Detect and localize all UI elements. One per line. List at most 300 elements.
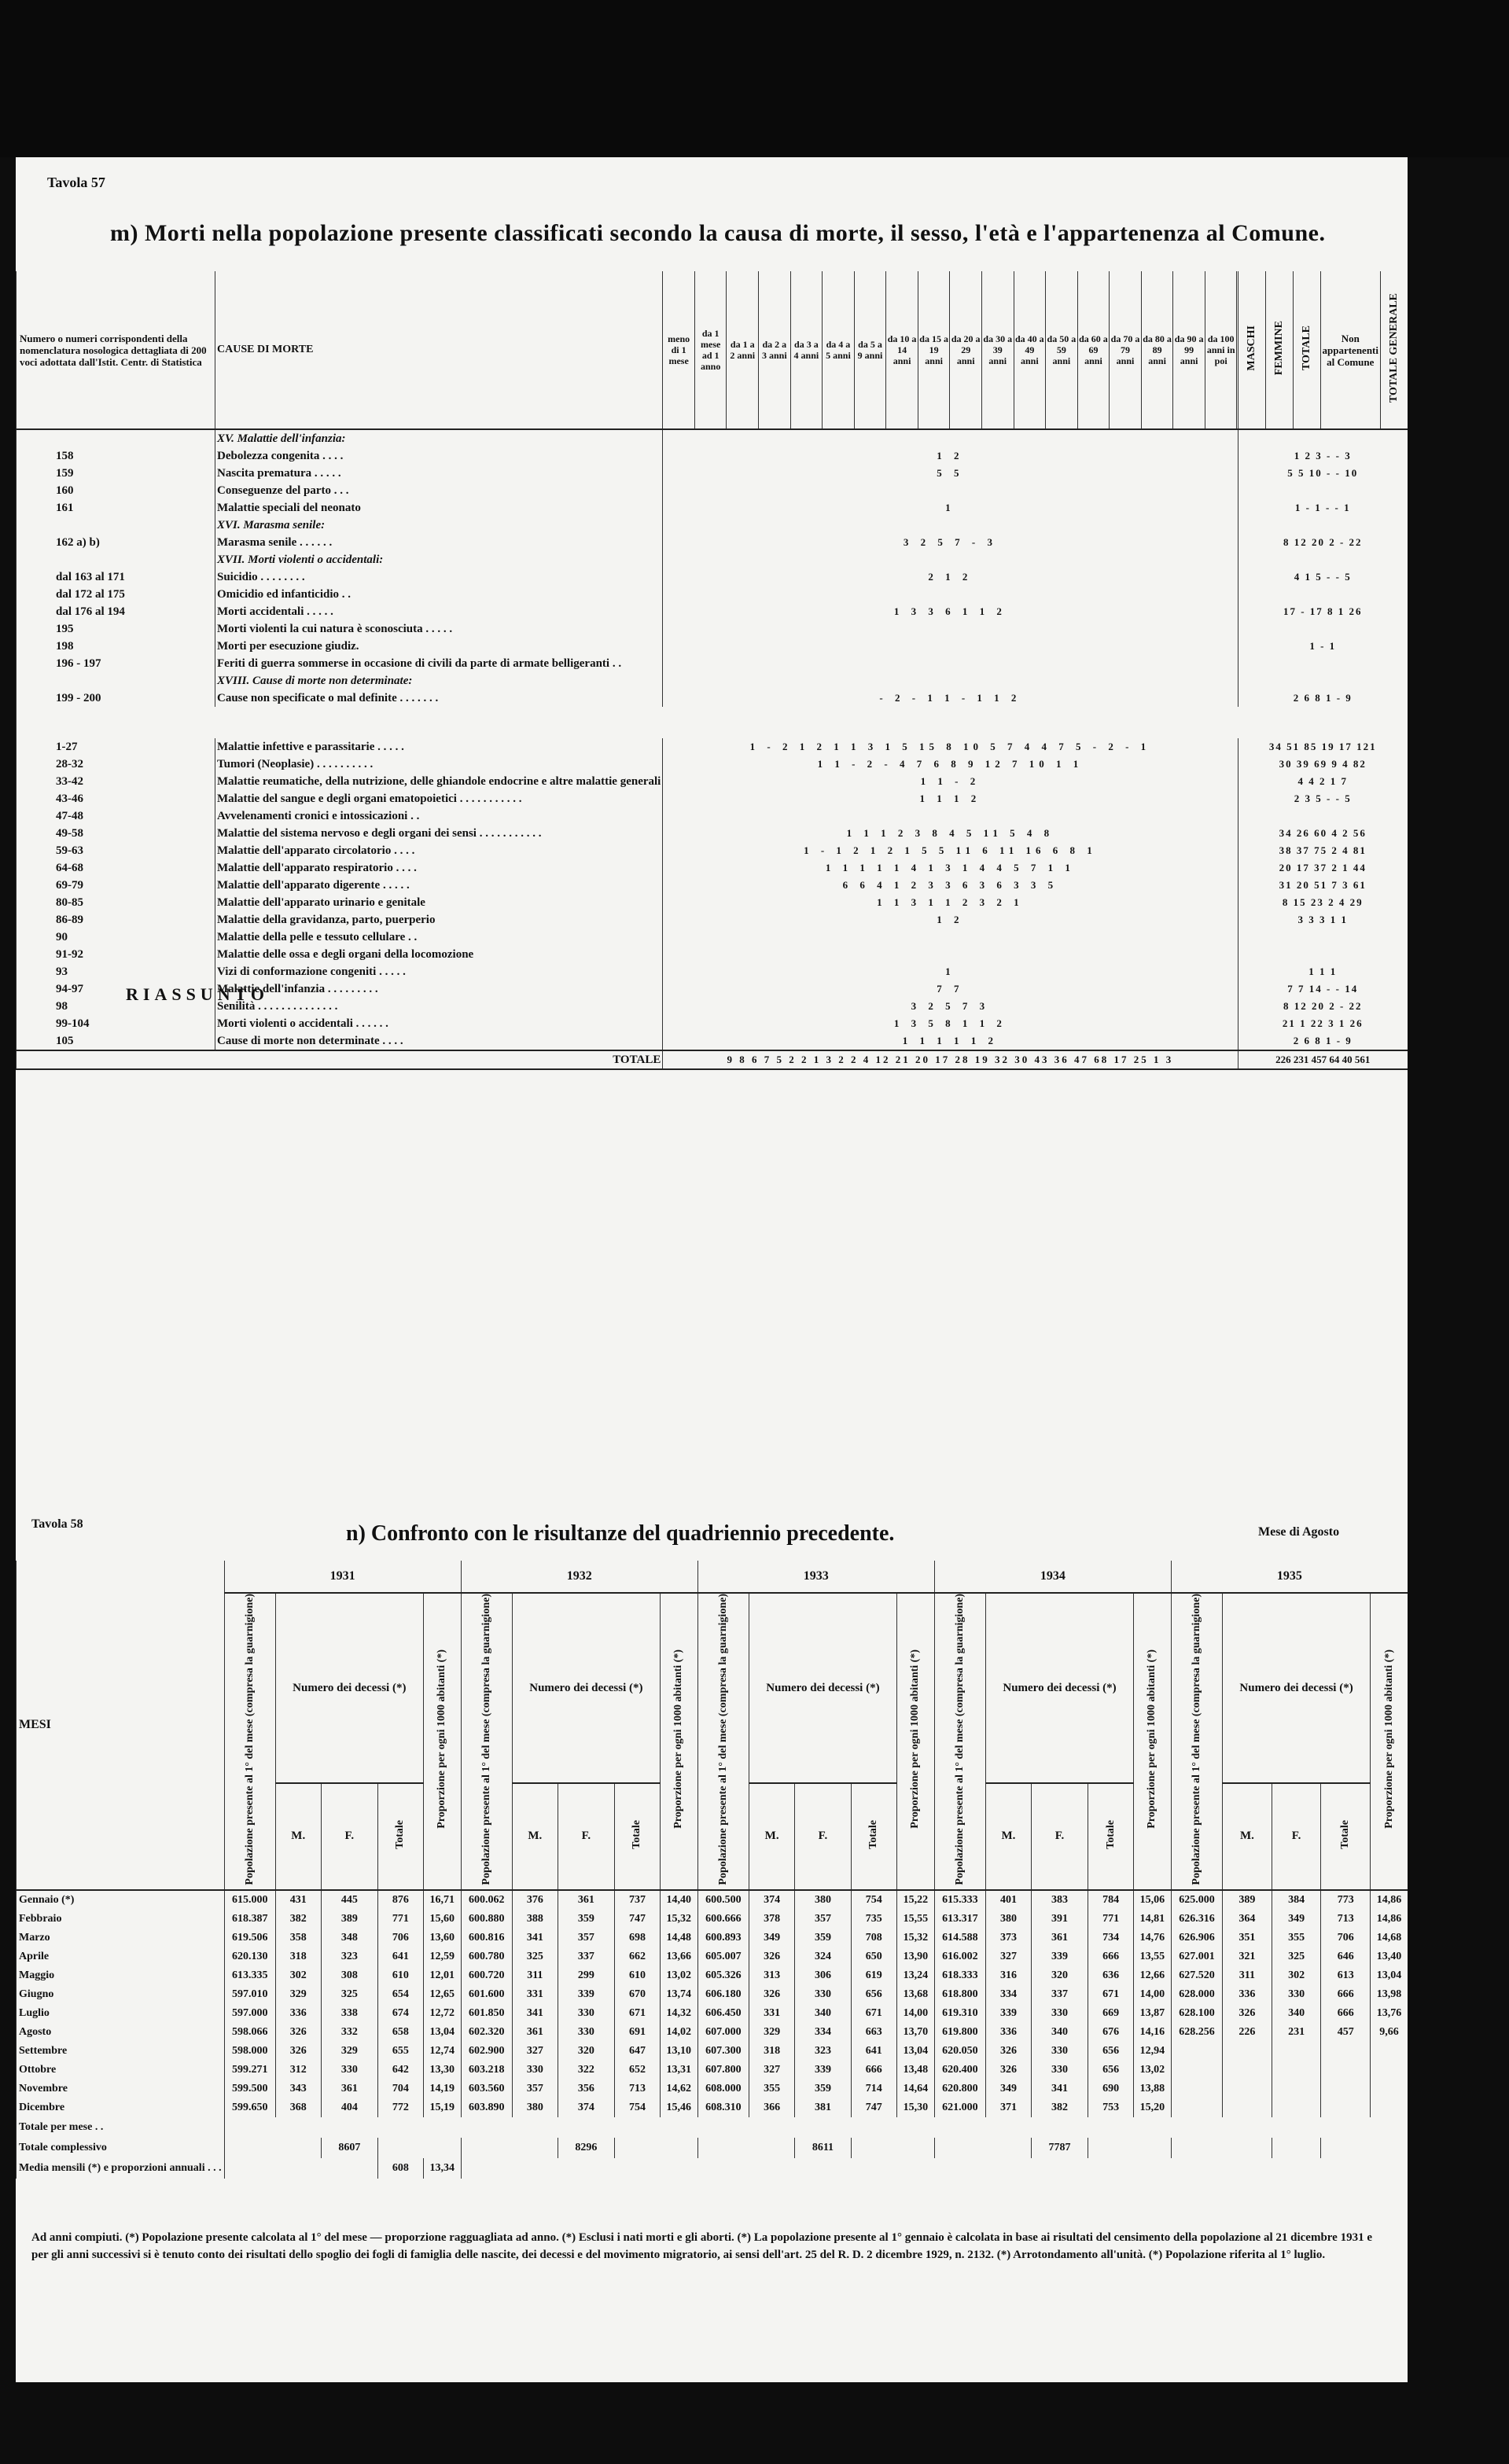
totale-row bbox=[17, 1050, 1408, 1069]
tavola-57-label: Tavola 57 bbox=[47, 175, 105, 190]
cause-cause: XV. Malattie dell'infanzia: bbox=[215, 429, 663, 447]
riassunto-age-values: 3 2 5 7 3 bbox=[663, 998, 1238, 1015]
prop-header-0 bbox=[423, 1593, 461, 1890]
m-header: M. bbox=[275, 1783, 321, 1890]
month-value: 676 bbox=[1088, 2023, 1134, 2042]
year-header-1934: 1934 bbox=[934, 1561, 1171, 1593]
riassunto-code: 93 bbox=[17, 963, 215, 980]
cause-code: dal 176 al 194 bbox=[17, 603, 215, 620]
month-value: 13,88 bbox=[1134, 2080, 1172, 2098]
riassunto-age-values bbox=[663, 929, 1238, 946]
month-value: 383 bbox=[1031, 1890, 1088, 1910]
month-label: Marzo bbox=[17, 1929, 225, 1947]
cause-code bbox=[17, 551, 215, 568]
scan-left-dark-band bbox=[0, 157, 16, 2382]
month-value: 704 bbox=[377, 2080, 423, 2098]
month-value: 13,87 bbox=[1134, 2004, 1172, 2023]
riassunto-totals: 3 3 3 1 1 bbox=[1238, 911, 1408, 929]
riassunto-row bbox=[17, 877, 1408, 894]
month-value: 14,02 bbox=[660, 2023, 697, 2042]
riassunto-code: 98 bbox=[17, 998, 215, 1015]
cause-cause: XVI. Marasma senile: bbox=[215, 517, 663, 534]
cause-age-values bbox=[663, 655, 1238, 672]
month-value bbox=[1321, 2042, 1371, 2061]
month-value: 330 bbox=[512, 2061, 558, 2080]
month-value: 15,55 bbox=[896, 1910, 934, 1929]
cause-age-values: 1 2 bbox=[663, 447, 1238, 465]
cause-totals: 5 5 10 - - 10 bbox=[1238, 465, 1408, 482]
month-value: 618.800 bbox=[934, 1985, 985, 2004]
month-value: 361 bbox=[558, 1890, 614, 1910]
month-value: 341 bbox=[1031, 2080, 1088, 2098]
month-value: 336 bbox=[1223, 1985, 1272, 2004]
month-value: 714 bbox=[851, 2080, 896, 2098]
riassunto-totals: 20 17 37 2 1 44 bbox=[1238, 859, 1408, 877]
month-value: 608.000 bbox=[697, 2080, 749, 2098]
riassunto-row bbox=[17, 842, 1408, 859]
month-value: 359 bbox=[558, 1910, 614, 1929]
month-value: 361 bbox=[321, 2080, 377, 2098]
month-value: 380 bbox=[795, 1890, 851, 1910]
month-value: 619.800 bbox=[934, 2023, 985, 2042]
month-value: 376 bbox=[512, 1890, 558, 1910]
month-value: 606.450 bbox=[697, 2004, 749, 2023]
riassunto-cause: Senilità . . . . . . . . . . . . . . bbox=[215, 998, 663, 1015]
cause-code bbox=[17, 517, 215, 534]
month-value: 330 bbox=[795, 1985, 851, 2004]
month-value: 620.050 bbox=[934, 2042, 985, 2061]
month-value: 14,86 bbox=[1371, 1910, 1408, 1929]
month-value: 15,06 bbox=[1134, 1890, 1172, 1910]
year-header-1932: 1932 bbox=[461, 1561, 697, 1593]
month-value: 380 bbox=[986, 1910, 1032, 1929]
month-value: 339 bbox=[1031, 1947, 1088, 1966]
cause-age-values: 1 3 3 6 1 1 2 bbox=[663, 603, 1238, 620]
cause-age-values bbox=[663, 672, 1238, 690]
month-value: 13,31 bbox=[660, 2061, 697, 2080]
month-value: 341 bbox=[512, 1929, 558, 1947]
month-value: 16,71 bbox=[423, 1890, 461, 1910]
cause-row bbox=[17, 690, 1408, 707]
cause-row bbox=[17, 568, 1408, 586]
month-value bbox=[1272, 2080, 1321, 2098]
month-value: 14,64 bbox=[896, 2080, 934, 2098]
month-value: 389 bbox=[1223, 1890, 1272, 1910]
scan-right-dark-band bbox=[1408, 157, 1509, 2464]
month-value bbox=[1371, 2080, 1408, 2098]
month-value: 380 bbox=[512, 2098, 558, 2117]
month-value: 330 bbox=[1272, 1985, 1321, 2004]
month-value: 646 bbox=[1321, 1947, 1371, 1966]
month-value bbox=[1371, 2061, 1408, 2080]
riassunto-row bbox=[17, 963, 1408, 980]
riassunto-totals: 2 6 8 1 - 9 bbox=[1238, 1032, 1408, 1050]
riassunto-cause: Malattie della gravidanza, parto, puerperio bbox=[215, 911, 663, 929]
month-value: 329 bbox=[275, 1985, 321, 2004]
riassunto-row bbox=[17, 773, 1408, 790]
riassunto-totals: 38 37 75 2 4 81 bbox=[1238, 842, 1408, 859]
month-value: 13,55 bbox=[1134, 1947, 1172, 1966]
month-value: 627.001 bbox=[1171, 1947, 1222, 1966]
riassunto-age-values: 1 - 1 2 1 2 1 5 5 11 6 11 16 6 8 1 bbox=[663, 842, 1238, 859]
age-header-16: da 90 a 99 anni bbox=[1173, 271, 1205, 428]
col-non-appartenenti-header: Non appartenenti al Comune bbox=[1320, 271, 1381, 429]
riassunto-code: 64-68 bbox=[17, 859, 215, 877]
month-value: 613 bbox=[1321, 1966, 1371, 1985]
cause-cause: Nascita prematura . . . . . bbox=[215, 465, 663, 482]
cause-row bbox=[17, 672, 1408, 690]
month-value: 605.326 bbox=[697, 1966, 749, 1985]
month-value: 356 bbox=[558, 2080, 614, 2098]
month-value: 599.271 bbox=[224, 2061, 275, 2080]
month-value: 324 bbox=[795, 1947, 851, 1966]
month-value: 602.900 bbox=[461, 2042, 512, 2061]
age-header-5: da 4 a 5 anni bbox=[823, 271, 855, 428]
month-value: 600.893 bbox=[697, 1929, 749, 1947]
age-header-13: da 60 a 69 anni bbox=[1078, 271, 1110, 428]
age-header-15: da 80 a 89 anni bbox=[1142, 271, 1174, 428]
riassunto-code: 43-46 bbox=[17, 790, 215, 807]
cause-cause: XVII. Morti violenti o accidentali: bbox=[215, 551, 663, 568]
month-value: 339 bbox=[795, 2061, 851, 2080]
month-value: 613.335 bbox=[224, 1966, 275, 1985]
month-value: 318 bbox=[749, 2042, 794, 2061]
prop-header-text: Proporzione per ogni 1000 abitanti (*) bbox=[909, 1649, 922, 1830]
cause-code: 195 bbox=[17, 620, 215, 638]
month-value: 337 bbox=[1031, 1985, 1088, 2004]
month-value: 600.816 bbox=[461, 1929, 512, 1947]
month-value: 359 bbox=[795, 1929, 851, 1947]
cause-cause: Morti accidentali . . . . . bbox=[215, 603, 663, 620]
riassunto-cause: Malattie dell'infanzia . . . . . . . . . bbox=[215, 980, 663, 998]
pop-header-3 bbox=[934, 1593, 985, 1890]
month-value: 357 bbox=[795, 1910, 851, 1929]
month-value: 13,74 bbox=[660, 1985, 697, 2004]
month-value: 12,65 bbox=[423, 1985, 461, 2004]
riassunto-cause: Malattie delle ossa e degli organi della locomozione bbox=[215, 946, 663, 963]
cause-row bbox=[17, 620, 1408, 638]
riassunto-age-values: 1 1 - 2 - 4 7 6 8 9 12 7 10 1 1 bbox=[663, 756, 1238, 773]
media-mensili bbox=[17, 2158, 1408, 2179]
cause-code: 159 bbox=[17, 465, 215, 482]
month-value: 654 bbox=[377, 1985, 423, 2004]
month-label: Novembre bbox=[17, 2080, 225, 2098]
riassunto-cause: Malattie della pelle e tessuto cellulare . . bbox=[215, 929, 663, 946]
month-value: 670 bbox=[615, 1985, 661, 2004]
month-value: 671 bbox=[851, 2004, 896, 2023]
riassunto-age-values: 1 1 1 2 bbox=[663, 790, 1238, 807]
month-label: Giugno bbox=[17, 1985, 225, 2004]
month-value: 600.720 bbox=[461, 1966, 512, 1985]
riassunto-totals bbox=[1238, 946, 1408, 963]
riassunto-row bbox=[17, 894, 1408, 911]
month-value: 340 bbox=[1272, 2004, 1321, 2023]
riassunto-code: 80-85 bbox=[17, 894, 215, 911]
cause-age-values bbox=[663, 638, 1238, 655]
month-value: 601.600 bbox=[461, 1985, 512, 2004]
cause-totals bbox=[1238, 517, 1408, 534]
month-value: 373 bbox=[986, 1929, 1032, 1947]
riassunto-totals: 30 39 69 9 4 82 bbox=[1238, 756, 1408, 773]
month-value: 15,60 bbox=[423, 1910, 461, 1929]
month-value: 15,32 bbox=[896, 1929, 934, 1947]
month-value: 13,60 bbox=[423, 1929, 461, 1947]
cause-code: 162 a) b) bbox=[17, 534, 215, 551]
month-value: 337 bbox=[558, 1947, 614, 1966]
month-value: 330 bbox=[558, 2004, 614, 2023]
cause-row bbox=[17, 447, 1408, 465]
month-value: 457 bbox=[1321, 2023, 1371, 2042]
cause-code: 158 bbox=[17, 447, 215, 465]
month-value: 401 bbox=[986, 1890, 1032, 1910]
month-value: 13,66 bbox=[660, 1947, 697, 1966]
month-label: Aprile bbox=[17, 1947, 225, 1966]
month-value: 14,68 bbox=[1371, 1929, 1408, 1947]
month-value: 338 bbox=[321, 2004, 377, 2023]
riassunto-cause: Malattie reumatiche, della nutrizione, delle ghiandole endocrine e altre malattie generali bbox=[215, 773, 663, 790]
month-value: 15,20 bbox=[1134, 2098, 1172, 2117]
cause-code: 199 - 200 bbox=[17, 690, 215, 707]
month-value: 669 bbox=[1088, 2004, 1134, 2023]
riassunto-code: 69-79 bbox=[17, 877, 215, 894]
pop-header-text: Popolazione presente al 1° del mese (compresa la guarnigione) bbox=[480, 1594, 492, 1885]
cause-code bbox=[17, 672, 215, 690]
age-header-10: da 30 a 39 anni bbox=[982, 271, 1014, 428]
totale-complessivo-cell: 8611 bbox=[795, 2138, 851, 2158]
month-value: 628.000 bbox=[1171, 1985, 1222, 2004]
riassunto-code: 47-48 bbox=[17, 807, 215, 825]
riassunto-cause: Malattie dell'apparato circolatorio . . . . bbox=[215, 842, 663, 859]
cause-code: dal 172 al 175 bbox=[17, 586, 215, 603]
month-value: 708 bbox=[851, 1929, 896, 1947]
month-value: 626.906 bbox=[1171, 1929, 1222, 1947]
month-value: 650 bbox=[851, 1947, 896, 1966]
month-value: 14,19 bbox=[423, 2080, 461, 2098]
month-value: 349 bbox=[986, 2080, 1032, 2098]
totale-header bbox=[1321, 1783, 1371, 1890]
cause-cause: Morti violenti la cui natura è sconosciuta . . . . . bbox=[215, 620, 663, 638]
month-value: 311 bbox=[512, 1966, 558, 1985]
cause-totals bbox=[1238, 429, 1408, 447]
month-value: 620.130 bbox=[224, 1947, 275, 1966]
totale-header-text: Totale bbox=[631, 1819, 643, 1849]
month-value: 384 bbox=[1272, 1890, 1321, 1910]
month-value: 12,01 bbox=[423, 1966, 461, 1985]
tavola-58-label: Tavola 58 bbox=[31, 1517, 83, 1531]
cause-totals: 4 1 5 - - 5 bbox=[1238, 568, 1408, 586]
month-value bbox=[1321, 2080, 1371, 2098]
col-cause-header: CAUSE DI MORTE bbox=[215, 271, 663, 429]
month-value: 12,74 bbox=[423, 2042, 461, 2061]
scan-top-dark-band bbox=[0, 0, 1509, 157]
month-row bbox=[17, 1929, 1408, 1947]
month-value: 323 bbox=[321, 1947, 377, 1966]
month-value: 336 bbox=[275, 2004, 321, 2023]
cause-row bbox=[17, 551, 1408, 568]
month-value: 641 bbox=[377, 1947, 423, 1966]
numero-header-0: Numero dei decessi (*) bbox=[275, 1593, 423, 1783]
month-value: 13,76 bbox=[1371, 2004, 1408, 2023]
totale-header-text: Totale bbox=[394, 1819, 407, 1849]
pop-header-2 bbox=[697, 1593, 749, 1890]
month-value: 784 bbox=[1088, 1890, 1134, 1910]
month-value: 674 bbox=[377, 2004, 423, 2023]
age-header-7: da 10 a 14 anni bbox=[886, 271, 918, 428]
riassunto-totals: 4 4 2 1 7 bbox=[1238, 773, 1408, 790]
cause-totals bbox=[1238, 482, 1408, 499]
totale-header bbox=[377, 1783, 423, 1890]
media-mensili-cell bbox=[461, 2158, 1408, 2179]
month-value: 600.062 bbox=[461, 1890, 512, 1910]
cause-age-values bbox=[663, 517, 1238, 534]
cause-totals: 2 6 8 1 - 9 bbox=[1238, 690, 1408, 707]
month-value: 12,66 bbox=[1134, 1966, 1172, 1985]
month-value: 642 bbox=[377, 2061, 423, 2080]
month-value: 713 bbox=[615, 2080, 661, 2098]
riassunto-cause: Morti violenti o accidentali . . . . . . bbox=[215, 1015, 663, 1032]
month-value: 641 bbox=[851, 2042, 896, 2061]
month-value: 713 bbox=[1321, 1910, 1371, 1929]
riassunto-age-values: 1 1 1 1 1 4 1 3 1 4 4 5 7 1 1 bbox=[663, 859, 1238, 877]
cause-code: 160 bbox=[17, 482, 215, 499]
riassunto-cause: Tumori (Neoplasie) . . . . . . . . . . bbox=[215, 756, 663, 773]
month-value: 625.000 bbox=[1171, 1890, 1222, 1910]
cause-code: 161 bbox=[17, 499, 215, 517]
month-row bbox=[17, 1966, 1408, 1985]
month-value: 318 bbox=[275, 1947, 321, 1966]
month-value bbox=[1223, 2061, 1272, 2080]
month-value: 336 bbox=[986, 2023, 1032, 2042]
month-value: 340 bbox=[1031, 2023, 1088, 2042]
prop-header-2 bbox=[896, 1593, 934, 1890]
month-value: 302 bbox=[275, 1966, 321, 1985]
month-value: 339 bbox=[558, 1985, 614, 2004]
riassunto-age-values: 1 1 3 1 1 2 3 2 1 bbox=[663, 894, 1238, 911]
cause-cause: Cause non specificate o mal definite . . . . . . . bbox=[215, 690, 663, 707]
month-row bbox=[17, 2061, 1408, 2080]
month-value: 13,10 bbox=[660, 2042, 697, 2061]
riassunto-spacer-cell bbox=[17, 707, 1408, 738]
footnote: Ad anni compiuti. (*) Popolazione presente calcolata al 1° del mese — proporzione ragguagliata ad anno. (*) Esclusi i nati morti e gli aborti. (*) La popolazione presente al 1° gennaio è calcolata in base ai risultati del censimento della popolazione al 21 dicembre 1931 e per gli anni successivi si è tenuto conto dei risultati dello spoglio dei fogli di famiglia delle nascite, dei decessi e del movimento migratorio, ai sensi dell'art. 25 del R. D. 2 dicembre 1929, n. 2132. (*) Arrotondamento all'unità. (*) Popolazione riferita al 1° luglio. bbox=[31, 2231, 1372, 2261]
month-value: 603.560 bbox=[461, 2080, 512, 2098]
riassunto-row bbox=[17, 825, 1408, 842]
cause-cause: XVIII. Cause di morte non determinate: bbox=[215, 672, 663, 690]
numero-header-3: Numero dei decessi (*) bbox=[986, 1593, 1134, 1783]
month-value: 602.320 bbox=[461, 2023, 512, 2042]
totale-age-values: 9 8 6 7 5 2 2 1 3 2 2 4 12 21 20 17 28 19 32 30 43 36 47 68 17 25 1 3 bbox=[663, 1050, 1238, 1069]
month-value: 671 bbox=[1088, 1985, 1134, 2004]
prop-header-text: Proporzione per ogni 1000 abitanti (*) bbox=[672, 1649, 685, 1830]
month-value: 754 bbox=[851, 1890, 896, 1910]
prop-header-text: Proporzione per ogni 1000 abitanti (*) bbox=[436, 1649, 448, 1830]
riassunto-age-values: 1 1 - 2 bbox=[663, 773, 1238, 790]
month-value bbox=[1171, 2080, 1222, 2098]
month-value: 330 bbox=[558, 2023, 614, 2042]
riassunto-age-values bbox=[663, 807, 1238, 825]
month-row bbox=[17, 1890, 1408, 1910]
totale-complessivo-cell bbox=[1272, 2138, 1321, 2158]
month-value: 15,22 bbox=[896, 1890, 934, 1910]
month-value: 691 bbox=[615, 2023, 661, 2042]
month-value: 329 bbox=[321, 2042, 377, 2061]
month-value: 652 bbox=[615, 2061, 661, 2080]
riassunto-cause: Vizi di conformazione congeniti . . . . . bbox=[215, 963, 663, 980]
totale-complessivo bbox=[17, 2138, 1408, 2158]
month-value: 311 bbox=[1223, 1966, 1272, 1985]
totale-totals: 226 231 457 64 40 561 bbox=[1238, 1050, 1408, 1069]
riassunto-code: 90 bbox=[17, 929, 215, 946]
month-value: 599.650 bbox=[224, 2098, 275, 2117]
media-mensili-cell: 608 bbox=[377, 2158, 423, 2179]
month-value: 601.850 bbox=[461, 2004, 512, 2023]
col-age-headers bbox=[663, 271, 1238, 429]
month-value: 621.000 bbox=[934, 2098, 985, 2117]
month-value: 320 bbox=[1031, 1966, 1088, 1985]
riassunto-code: 94-97 bbox=[17, 980, 215, 998]
riassunto-totals: 21 1 22 3 1 26 bbox=[1238, 1015, 1408, 1032]
cause-totals: 8 12 20 2 - 22 bbox=[1238, 534, 1408, 551]
month-value: 628.100 bbox=[1171, 2004, 1222, 2023]
cause-cause: Omicidio ed infanticidio . . bbox=[215, 586, 663, 603]
month-value: 15,30 bbox=[896, 2098, 934, 2117]
f-header: F. bbox=[558, 1783, 614, 1890]
month-value: 619.310 bbox=[934, 2004, 985, 2023]
month-value: 366 bbox=[749, 2098, 794, 2117]
f-header: F. bbox=[795, 1783, 851, 1890]
month-value: 326 bbox=[986, 2061, 1032, 2080]
month-value: 382 bbox=[1031, 2098, 1088, 2117]
riassunto-totals: 2 3 5 - - 5 bbox=[1238, 790, 1408, 807]
month-value: 619.506 bbox=[224, 1929, 275, 1947]
month-value: 231 bbox=[1272, 2023, 1321, 2042]
month-value: 597.000 bbox=[224, 2004, 275, 2023]
month-value: 13,02 bbox=[660, 1966, 697, 1985]
month-value: 431 bbox=[275, 1890, 321, 1910]
month-value: 12,59 bbox=[423, 1947, 461, 1966]
month-value: 316 bbox=[986, 1966, 1032, 1985]
month-value: 656 bbox=[851, 1985, 896, 2004]
month-value: 614.588 bbox=[934, 1929, 985, 1947]
month-value: 656 bbox=[1088, 2061, 1134, 2080]
month-value: 671 bbox=[615, 2004, 661, 2023]
month-value: 607.800 bbox=[697, 2061, 749, 2080]
month-value: 14,00 bbox=[1134, 1985, 1172, 2004]
age-header-9: da 20 a 29 anni bbox=[950, 271, 982, 428]
month-value: 389 bbox=[321, 1910, 377, 1929]
month-label: Settembre bbox=[17, 2042, 225, 2061]
m-header: M. bbox=[1223, 1783, 1272, 1890]
cause-code: dal 163 al 171 bbox=[17, 568, 215, 586]
riassunto-totals: 34 51 85 19 17 121 bbox=[1238, 738, 1408, 756]
totale-complessivo-cell bbox=[615, 2138, 698, 2158]
month-value: 666 bbox=[1321, 2004, 1371, 2023]
month-value: 615.333 bbox=[934, 1890, 985, 1910]
month-value: 331 bbox=[749, 2004, 794, 2023]
riassunto-totals: 8 15 23 2 4 29 bbox=[1238, 894, 1408, 911]
f-header: F. bbox=[321, 1783, 377, 1890]
riassunto-totals: 8 12 20 2 - 22 bbox=[1238, 998, 1408, 1015]
month-value: 404 bbox=[321, 2098, 377, 2117]
month-value: 13,40 bbox=[1371, 1947, 1408, 1966]
month-value: 626.316 bbox=[1171, 1910, 1222, 1929]
riassunto-age-values: 1 - 2 1 2 1 1 3 1 5 15 8 10 5 7 4 4 7 5 - 2 - 1 bbox=[663, 738, 1238, 756]
prop-header-4 bbox=[1371, 1593, 1408, 1890]
month-value: 326 bbox=[275, 2042, 321, 2061]
month-value bbox=[1321, 2061, 1371, 2080]
totale-complessivo-cell bbox=[377, 2138, 461, 2158]
month-value: 321 bbox=[1223, 1947, 1272, 1966]
cause-age-values: 2 1 2 bbox=[663, 568, 1238, 586]
